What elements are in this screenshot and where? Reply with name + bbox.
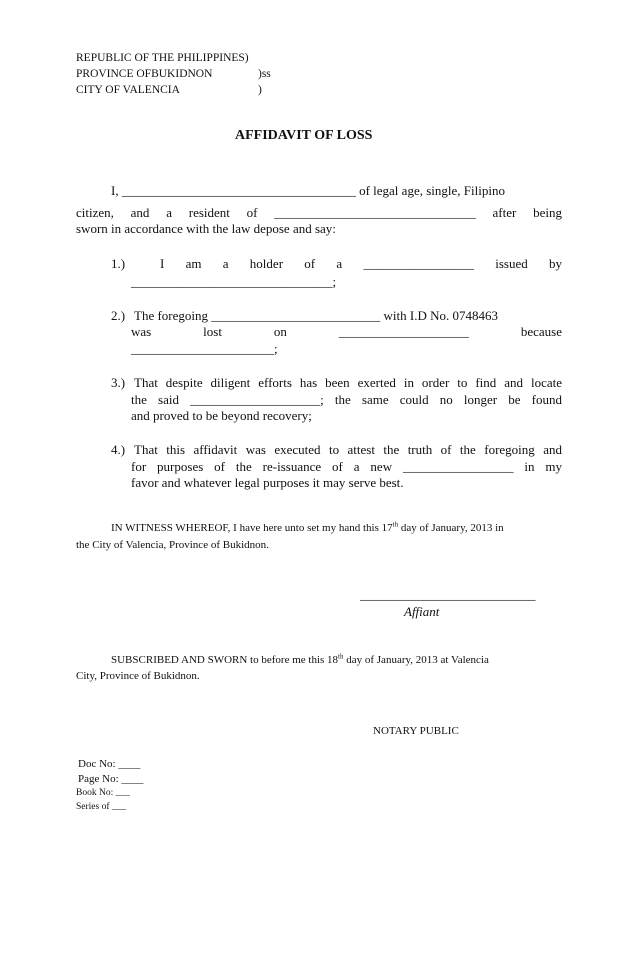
page-number: Page No: ____ xyxy=(78,773,144,785)
witness-line-2: the City of Valencia, Province of Bukidnon. xyxy=(76,539,269,551)
affiant-signature-line: ___________________________ xyxy=(360,587,536,602)
sworn-line-1: SUBSCRIBED AND SWORN to before me this 18th day of January, 2013 at Valencia xyxy=(111,652,489,666)
item-3-line-3: and proved to be beyond recovery; xyxy=(131,408,312,423)
page-title: AFFIDAVIT OF LOSS xyxy=(235,128,373,143)
witness-line-1: IN WITNESS WHEREOF, I have here unto set my hand this 17th day of January, 2013 in xyxy=(111,520,504,534)
header-city: CITY OF VALENCIA xyxy=(76,84,180,96)
item-4-line-2: for purposes of the re-issuance of a new _________________ in my xyxy=(131,459,562,474)
item-4-number: 4.) xyxy=(111,442,126,457)
witness-day-suffix: th xyxy=(392,520,399,529)
header-ss: )ss xyxy=(258,68,271,80)
intro-line-3: sworn in accordance with the law depose and say: xyxy=(76,221,336,236)
header-city-paren: ) xyxy=(258,84,262,96)
item-1-line-1: I am a holder of a _________________ issued by xyxy=(160,256,562,271)
item-4-line-1: That this affidavit was executed to attest the truth of the foregoing and xyxy=(134,442,562,457)
item-4-line-3: favor and whatever legal purposes it may serve best. xyxy=(131,475,404,490)
item-1-number: 1.) xyxy=(111,256,126,271)
notary-public-label: NOTARY PUBLIC xyxy=(373,725,459,737)
book-number: Book No: ___ xyxy=(76,788,130,798)
doc-number: Doc No: ____ xyxy=(78,758,141,770)
item-2-number: 2.) xyxy=(111,308,126,323)
intro-line-2: citizen, and a resident of _______________________________ after being xyxy=(76,205,562,220)
item-2-line-2: was lost on ____________________ because xyxy=(131,324,562,339)
header-republic: REPUBLIC OF THE PHILIPPINES) xyxy=(76,52,249,64)
sworn-day-suffix: th xyxy=(338,652,344,661)
header-province: PROVINCE OFBUKIDNON xyxy=(76,68,213,80)
affiant-label: Affiant xyxy=(404,604,440,619)
item-2-line-1: The foregoing __________________________ with I.D No. 0748463 xyxy=(134,308,498,323)
item-2-line-3: ______________________; xyxy=(131,341,278,356)
item-1-line-2: _______________________________; xyxy=(131,274,337,289)
item-3-line-2: the said ____________________; the same could no longer be found xyxy=(131,392,562,407)
intro-line-1: I, ____________________________________ of legal age, single, Filipino xyxy=(111,183,505,198)
series-of: Series of ___ xyxy=(76,802,127,812)
sworn-line-2: City, Province of Bukidnon. xyxy=(76,670,200,682)
item-3-number: 3.) xyxy=(111,375,126,390)
item-3-line-1: That despite diligent efforts has been exerted in order to find and locate xyxy=(134,375,562,390)
